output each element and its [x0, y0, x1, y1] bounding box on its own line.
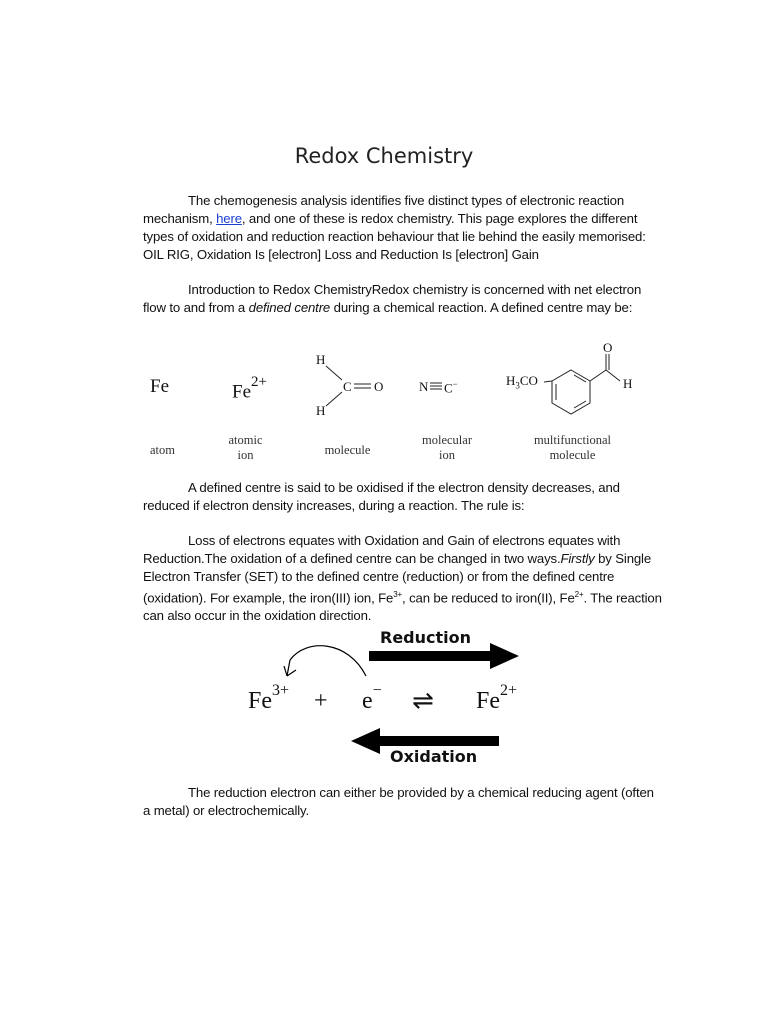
redox-reaction-scheme: [240, 626, 530, 771]
label-molecular-ion-line1: molecular: [422, 433, 472, 447]
nitrile-c-symbol: C: [444, 380, 453, 396]
aldehyde-h-bottom: H: [316, 403, 326, 418]
fe2-product-symbol: Fe: [476, 688, 500, 714]
fe2-inline-charge: 2+: [574, 590, 584, 599]
definition-text-2: during a chemical reaction. A defined centre may be:: [330, 300, 633, 315]
methoxy-co: CO: [519, 373, 538, 388]
plus-sign: +: [314, 688, 328, 714]
fe-atom-symbol: Fe: [150, 376, 169, 397]
label-atomic-ion: [218, 433, 273, 463]
intro-text-2: , and one of these is redox chemistry. This page explores the different types of oxidation and reduction reaction behaviour that lie behind the easily memorised: OIL RIG, Oxidation Is [electron] Loss and Reduction Is [electron] Gain: [143, 211, 646, 262]
set-text-3: , can be reduced to iron(II), Fe: [402, 590, 575, 606]
label-atomic-ion-line1: atomic: [228, 433, 263, 447]
intro-paragraph: [143, 192, 663, 264]
label-atom: [140, 443, 185, 458]
label-multifunctional-line2: molecule: [549, 448, 596, 462]
electron-reactant: [362, 682, 382, 715]
oxidised-text: A defined centre is said to be oxidised if the electron density decreases, and reduced if electron density increases, during a reaction. The rule is:: [143, 480, 620, 513]
label-molecular-ion-line2: ion: [439, 448, 455, 462]
fe3-inline-charge: 3+: [393, 590, 403, 599]
fe2-product: [476, 682, 518, 715]
aromatic-aldehyde-h: H: [623, 376, 633, 391]
definition-paragraph: [143, 281, 663, 317]
nitrile-c: [444, 379, 458, 396]
equilibrium-arrow: ⇌: [412, 686, 434, 716]
fe3-symbol: Fe: [248, 688, 272, 714]
label-atom-text: atom: [150, 443, 175, 457]
defined-centre-figure: [140, 340, 640, 470]
aldehyde-o: O: [374, 379, 384, 394]
fe2-ion-symbol: [232, 374, 267, 403]
aromatic-aldehyde-o: O: [603, 340, 613, 355]
intro-text-1: The chemogenesis analysis identifies five distinct types of electronic reaction mechanism,: [143, 193, 625, 226]
fe2-charge: 2+: [251, 374, 267, 390]
fe2-base: Fe: [232, 381, 251, 403]
definition-text-1: Introduction to Redox ChemistryRedox chemistry is concerned with net electron flow to and from a: [143, 282, 642, 315]
label-molecule-text: molecule: [324, 443, 371, 457]
firstly-emphasis: Firstly: [560, 551, 595, 566]
oxidised-paragraph: [143, 479, 663, 515]
set-text-2: by Single Electron Transfer (SET) to the defined centre (reduction) or from the defined centre (oxidation). For example, the iron(III) ion, Fe: [143, 551, 652, 606]
set-text-4: . The reaction can also occur in the oxidation direction.: [143, 590, 662, 624]
label-molecule: [315, 443, 380, 458]
set-paragraph: [143, 532, 663, 625]
fe3-reactant: [248, 682, 290, 715]
label-multifunctional: [520, 433, 625, 463]
here-link[interactable]: here: [216, 211, 242, 226]
defined-centre-emphasis: defined centre: [248, 300, 331, 315]
nitrile-n: N: [419, 379, 429, 394]
electron-charge: −: [372, 682, 382, 699]
reducing-agent-paragraph: [143, 784, 663, 820]
methoxy-3: 3: [515, 380, 520, 391]
aldehyde-c: C: [343, 379, 352, 394]
oxidation-label: Oxidation: [390, 747, 478, 766]
electron-symbol: e: [362, 688, 373, 714]
reducing-agent-text: The reduction electron can either be provided by a chemical reducing agent (often a metal) or electrochemically.: [143, 785, 654, 818]
page-title: Redox Chemistry: [294, 144, 474, 168]
reduction-label: Reduction: [380, 628, 472, 647]
methoxy-group: [506, 373, 538, 391]
label-molecular-ion: [412, 433, 482, 463]
fe3-charge: 3+: [272, 682, 290, 699]
methoxy-h: H: [506, 373, 516, 388]
set-text-1: Loss of electrons equates with Oxidation and Gain of electrons equates with Reduction.The oxidation of a defined centre can be changed in two ways.: [143, 533, 621, 566]
label-atomic-ion-line2: ion: [237, 448, 254, 462]
nitrile-charge: −: [452, 379, 458, 389]
aldehyde-h-top: H: [316, 352, 326, 367]
label-multifunctional-line1: multifunctional: [533, 433, 612, 447]
fe2-product-charge: 2+: [500, 682, 518, 699]
